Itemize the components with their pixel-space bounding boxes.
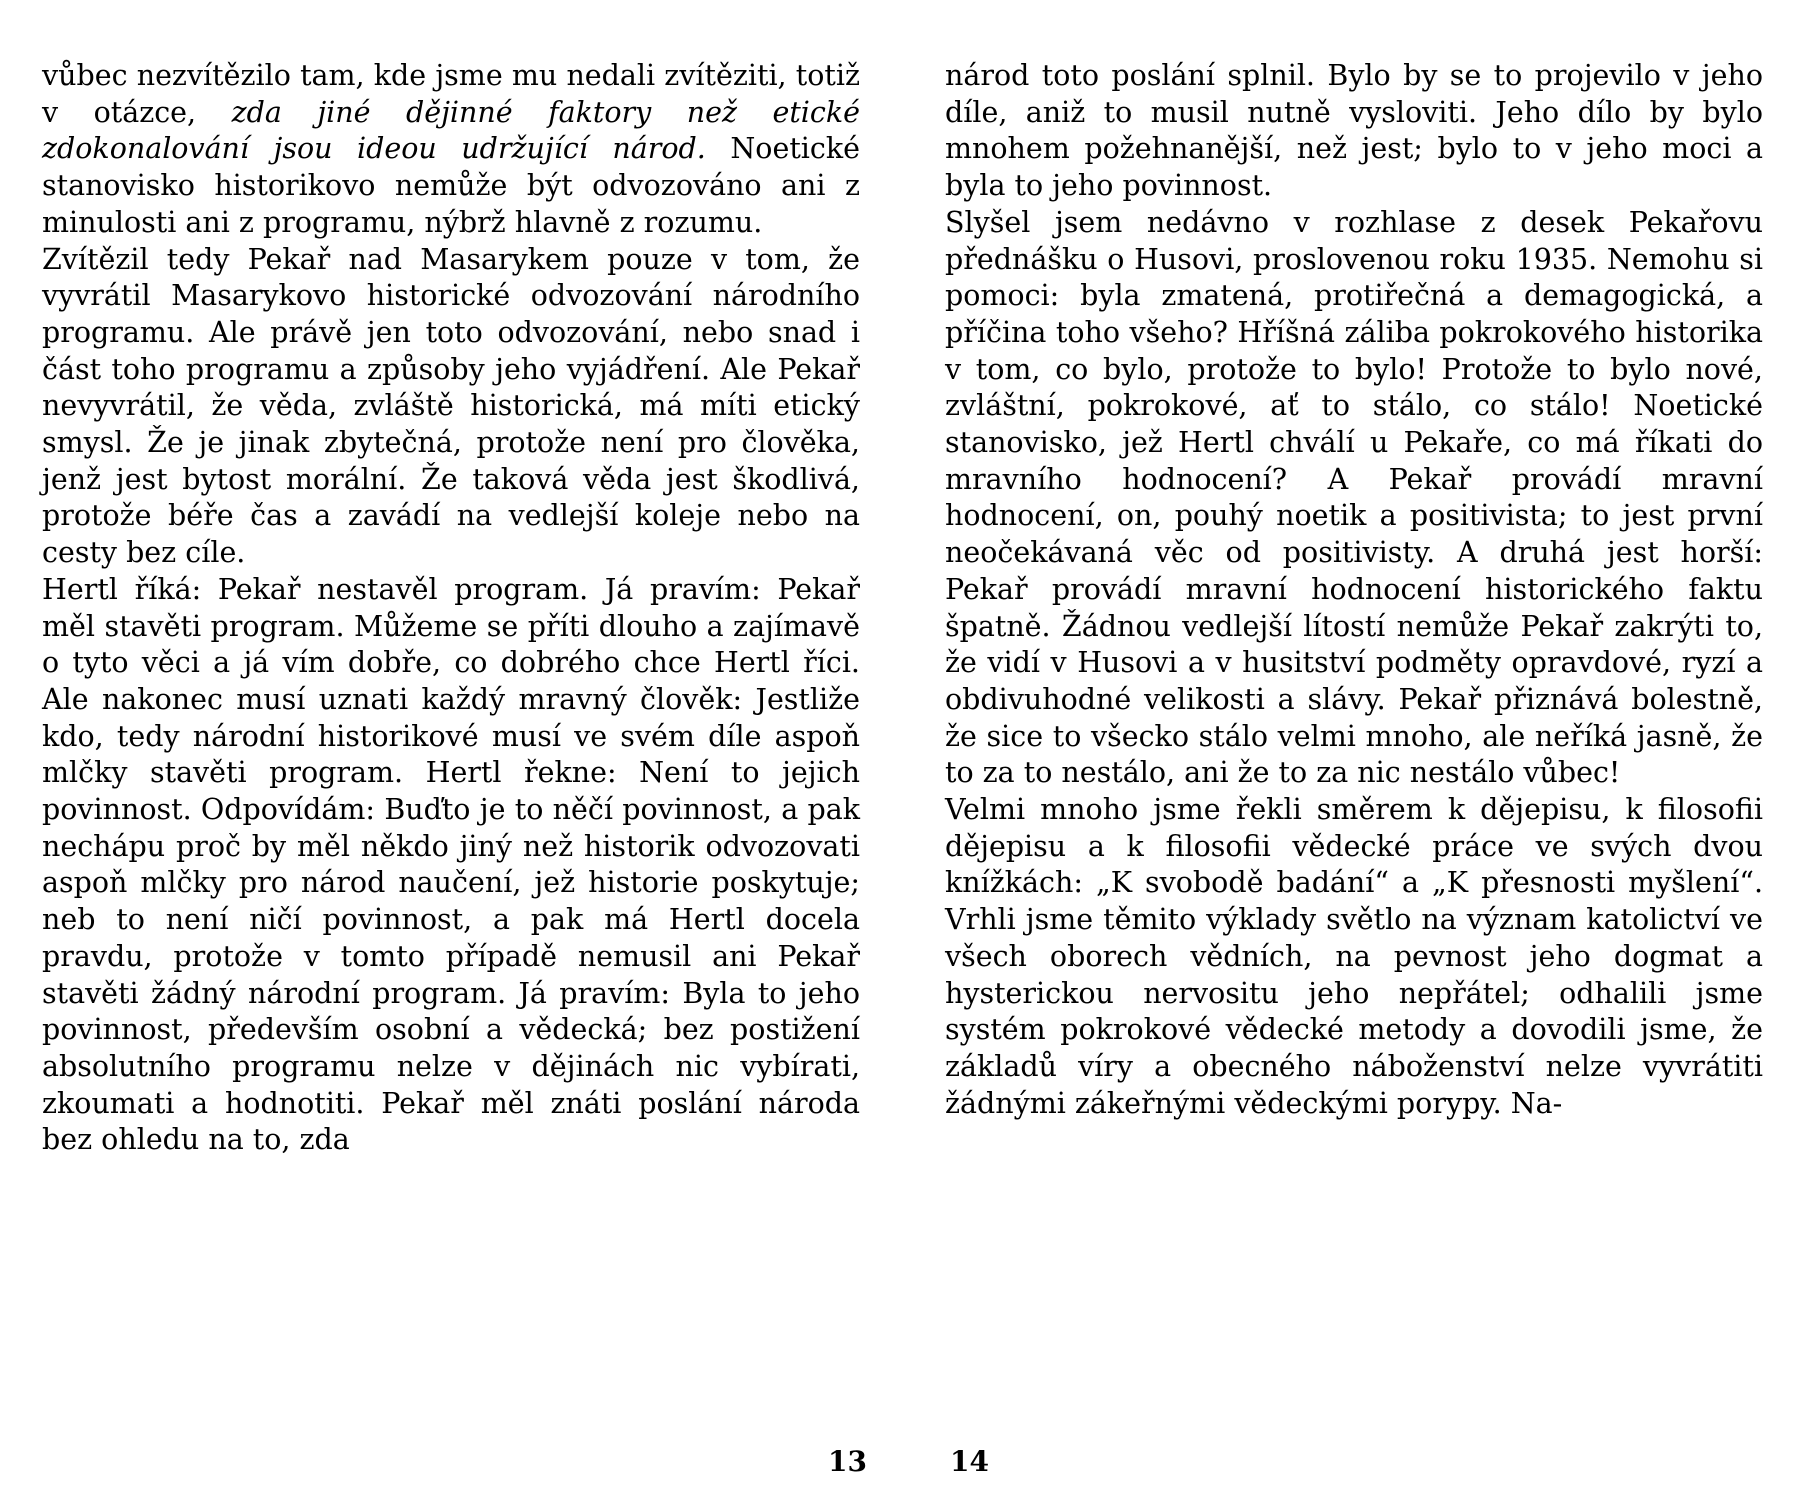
paragraph-1-after: Noetické stanovisko historikovo nemůže být odvozováno ani z minulosti ani z programu, nýbrž hlavně z rozumu. xyxy=(42,132,860,239)
page-number-right: 14 xyxy=(950,1445,989,1478)
left-page xyxy=(42,58,860,1159)
paragraph-2: Zvítězil tedy Pekař nad Masarykem pouze v tom, že vyvrátil Masarykovo historické odvozování národního programu. Ale právě jen toto odvozování, nebo snad i část toho programu a způsoby jeho vyjádření. Ale Pekař nevyvrátil, že věda, zvláště historická, má míti etický smysl. Že je jinak zbytečná, protože není pro člověka, jenž jest bytost morální. Že taková věda jest škodlivá, protože béře čas a zavádí na vedlejší koleje nebo na cesty bez cíle. xyxy=(42,242,860,570)
paragraph-1-emphasis: zda jiné dějinné faktory než etické zdokonalování jsou ideou udržující národ. xyxy=(42,95,860,166)
paragraph-5: Slyšel jsem nedávno v rozhlase z desek Pekařovu přednášku o Husovi, proslovenou roku 1935. Nemohu si pomoci: byla zmatená, protiřečná a demagogická, a příčina toho všeho? Hříšná záliba pokrokového historika v tom, co bylo, protože to bylo! Protože to bylo nové, zvláštní, pokrokové, ať to stálo, co stálo! Noetické stanovisko, jež Hertl chválí u Pekaře, co má říkati do mravního hodnocení? A Pekař provádí mravní hodnocení, on, pouhý noetik a positivista; to jest první neočekávaná věc od positivisty. A druhá jest horší: Pekař provádí mravní hodnocení historického faktu špatně. Žádnou vedlejší lítostí nemůže Pekař zakrýti to, že vidí v Husovi a v husitství podměty opravdové, ryzí a obdivuhodné velikosti a slávy. Pekař přiznává bolestně, že sice to všecko stálo velmi mnoho, ale neříká jasně, že to za to nestálo, ani že to za nic nestálo vůbec! xyxy=(945,205,1763,790)
right-page xyxy=(945,58,1763,1122)
paragraph-6: Velmi mnoho jsme řekli směrem k dějepisu, k filosofii dějepisu a k filosofii vědecké práce ve svých dvou knížkách: „K svobodě badání“ a „K přesnosti myšlení“. Vrhli jsme těmito výklady světlo na význam katolictví ve všech oborech vědních, na pevnost jeho dogmat a hysterickou nervositu jeho nepřátel; odhalili jsme systém pokrokové vědecké metody a dovodili jsme, že základů víry a obecného náboženství nelze vyvrátiti žádnými zákeřnými vědeckými porypy. Na- xyxy=(945,793,1763,1120)
paragraph-1 xyxy=(42,58,860,242)
paragraph-1-before: vůbec nezvítězilo tam, kde jsme mu nedali zvítěziti, totiž v otázce, xyxy=(42,59,860,129)
page-number-left: 13 xyxy=(828,1445,867,1478)
paragraph-3: Hertl říká: Pekař nestavěl program. Já pravím: Pekař měl stavěti program. Můžeme se příti dlouho a zajímavě o tyto věci a já vím dobře, co dobrého chce Hertl říci. Ale nakonec musí uznati každý mravný člověk: Jestliže kdo, tedy národní historikové musí ve svém díle aspoň mlčky stavěti program. Hertl řekne: Není to jejich povinnost. Odpovídám: Buďto je to něčí povinnost, a pak nechápu proč by měl někdo jiný než historik odvozovati aspoň mlčky pro národ naučení, jež historie poskytuje; neb to není ničí povinnost, a pak má Hertl docela pravdu, protože v tomto případě nemusil ani Pekař stavěti žádný národní program. Já pravím: Byla to jeho povinnost, především osobní a vědecká; bez postižení absolutního programu nelze v dějinách nic vybírati, zkoumati a hodnotiti. Pekař měl znáti poslání národa bez ohledu na to, zda xyxy=(42,572,860,1157)
paragraph-4: národ toto poslání splnil. Bylo by se to projevilo v jeho díle, aniž to musil nutně vysloviti. Jeho dílo by bylo mnohem požehnanější, než jest; bylo to v jeho moci a byla to jeho povinnost. xyxy=(945,59,1763,203)
